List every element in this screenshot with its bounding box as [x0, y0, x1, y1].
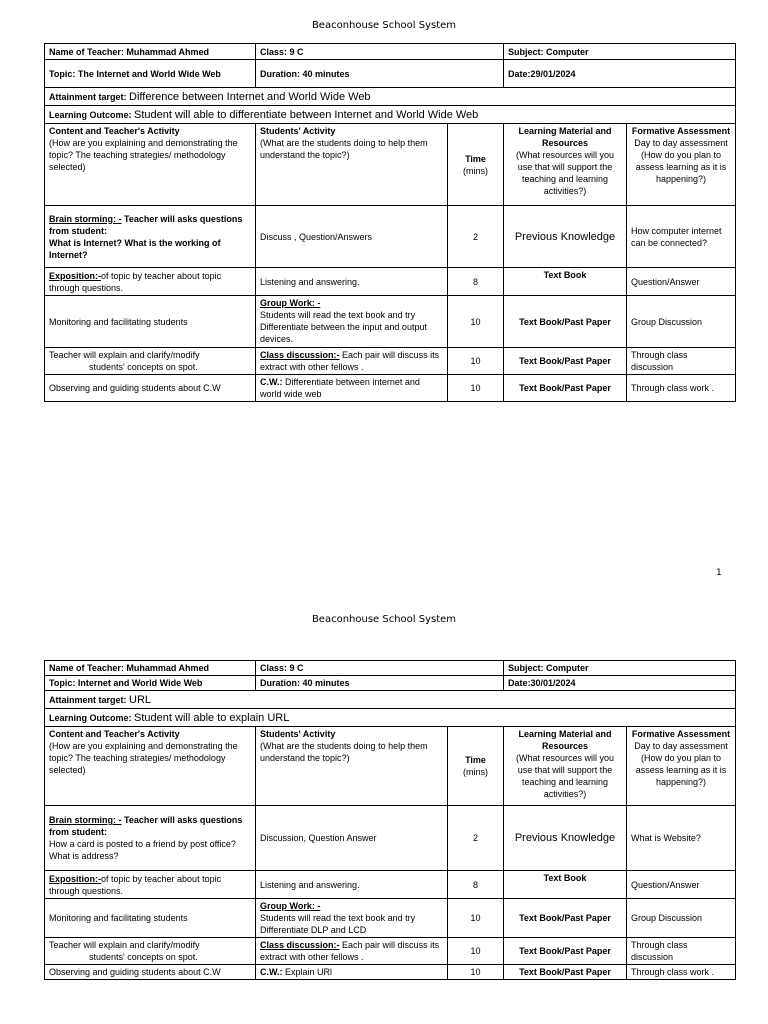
teacher-activity-cell: Brain storming: - Teacher will asks questions from student: How a card is posted to a friend by post office? What is address?	[45, 806, 256, 871]
school-header: Beaconhouse School System	[311, 614, 457, 625]
teacher-cell: Name of Teacher: Muhammad Ahmed	[45, 44, 256, 60]
time-cell: 10	[448, 965, 504, 980]
topic-row	[45, 60, 736, 88]
time-cell: 10	[448, 899, 504, 938]
formative-header: Formative Assessment Day to day assessment (How do you plan to assess learning as it is happening?)	[627, 124, 736, 206]
table-row	[45, 268, 736, 296]
material-header: Learning Material and Resources (What resources will you use that will support the teaching and learning activities?)	[504, 727, 627, 806]
page-number: 1	[716, 568, 722, 578]
topic-row	[45, 676, 736, 691]
teacher-activity-cell: Monitoring and facilitating students	[45, 899, 256, 938]
formative-header: Formative Assessment Day to day assessment (How do you plan to assess learning as it is happening?)	[627, 727, 736, 806]
content-header: Content and Teacher's Activity (How are you explaining and demonstrating the topic? The teaching strategies/ methodology selected)	[45, 727, 256, 806]
material-cell: Previous Knowledge	[504, 206, 627, 268]
formative-cell: Group Discussion	[627, 899, 736, 938]
attainment-row	[45, 691, 736, 709]
material-cell: Text Book/Past Paper	[504, 965, 627, 980]
student-activity-cell: Group Work: - Students will read the text book and try Differentiate DLP and LCD	[256, 899, 448, 938]
lesson-plan-table	[44, 660, 736, 980]
student-activity-cell: Class discussion:- Each pair will discuss its extract with other fellows .	[256, 348, 448, 375]
teacher-activity-cell: Teacher will explain and clarify/modify students' concepts on spot.	[45, 938, 256, 965]
class-cell: Class: 9 C	[256, 661, 504, 676]
attainment-cell: Attainment target: Difference between Internet and World Wide Web	[45, 88, 736, 106]
class-cell: Class: 9 C	[256, 44, 504, 60]
date-cell: Date:29/01/2024	[504, 60, 736, 88]
teacher-activity-cell: Exposition:-of topic by teacher about topic through questions.	[45, 268, 256, 296]
table-row	[45, 871, 736, 899]
time-cell: 10	[448, 375, 504, 402]
table-row	[45, 899, 736, 938]
formative-cell: What is Website?	[627, 806, 736, 871]
table-row	[45, 206, 736, 268]
table-row	[45, 806, 736, 871]
column-header-row	[45, 727, 736, 806]
time-header: Time (mins)	[448, 124, 504, 206]
formative-cell: Through class work .	[627, 375, 736, 402]
student-activity-cell: C.W.: Explain URl	[256, 965, 448, 980]
formative-cell: Question/Answer	[627, 268, 736, 296]
time-cell: 2	[448, 206, 504, 268]
formative-cell: Group Discussion	[627, 296, 736, 348]
teacher-activity-cell: Teacher will explain and clarify/modify students' concepts on spot.	[45, 348, 256, 375]
attainment-row	[45, 88, 736, 106]
subject-cell: Subject: Computer	[504, 44, 736, 60]
content-header: Content and Teacher's Activity (How are you explaining and demonstrating the topic? The teaching strategies/ methodology selected)	[45, 124, 256, 206]
student-activity-cell: Discuss , Question/Answers	[256, 206, 448, 268]
teacher-row	[45, 661, 736, 676]
material-cell: Text Book/Past Paper	[504, 375, 627, 402]
formative-cell: How computer internet can be connected?	[627, 206, 736, 268]
time-cell: 8	[448, 871, 504, 899]
teacher-activity-cell: Observing and guiding students about C.W	[45, 965, 256, 980]
time-cell: 2	[448, 806, 504, 871]
teacher-activity-cell: Brain storming: - Teacher will asks questions from student: What is Internet? What is the working of Internet?	[45, 206, 256, 268]
outcome-row	[45, 709, 736, 727]
material-cell: Previous Knowledge	[504, 806, 627, 871]
topic-cell: Topic: The Internet and World Wide Web	[45, 60, 256, 88]
student-activity-cell: Group Work: - Students will read the text book and try Differentiate between the input and output devices.	[256, 296, 448, 348]
material-cell: Text Book	[504, 871, 627, 899]
material-cell: Text Book/Past Paper	[504, 938, 627, 965]
date-cell: Date:30/01/2024	[504, 676, 736, 691]
time-cell: 10	[448, 296, 504, 348]
material-cell: Text Book/Past Paper	[504, 348, 627, 375]
time-header: Time (mins)	[448, 727, 504, 806]
time-cell: 10	[448, 348, 504, 375]
subject-cell: Subject: Computer	[504, 661, 736, 676]
table-row	[45, 965, 736, 980]
formative-cell: Question/Answer	[627, 871, 736, 899]
duration-cell: Duration: 40 minutes	[256, 676, 504, 691]
outcome-cell: Learning Outcome: Student will able to explain URL	[45, 709, 736, 727]
formative-cell: Through class discussion	[627, 938, 736, 965]
table-row	[45, 348, 736, 375]
student-activity-cell: Listening and answering.	[256, 871, 448, 899]
student-activity-cell: C.W.: Differentiate between internet and world wide web	[256, 375, 448, 402]
student-activity-cell: Class discussion:- Each pair will discuss its extract with other fellows .	[256, 938, 448, 965]
formative-cell: Through class discussion	[627, 348, 736, 375]
school-header: Beaconhouse School System	[311, 20, 457, 31]
table-row	[45, 296, 736, 348]
outcome-row	[45, 106, 736, 124]
topic-cell: Topic: Internet and World Wide Web	[45, 676, 256, 691]
time-cell: 8	[448, 268, 504, 296]
student-activity-cell: Listening and answering.	[256, 268, 448, 296]
table-row	[45, 375, 736, 402]
teacher-activity-cell: Exposition:-of topic by teacher about topic through questions.	[45, 871, 256, 899]
teacher-activity-cell: Observing and guiding students about C.W	[45, 375, 256, 402]
table-row	[45, 938, 736, 965]
material-cell: Text Book	[504, 268, 627, 296]
time-cell: 10	[448, 938, 504, 965]
outcome-cell: Learning Outcome: Student will able to differentiate between Internet and World Wide Web	[45, 106, 736, 124]
teacher-activity-cell: Monitoring and facilitating students	[45, 296, 256, 348]
duration-cell: Duration: 40 minutes	[256, 60, 504, 88]
students-header: Students' Activity (What are the students doing to help them understand the topic?)	[256, 124, 448, 206]
material-cell: Text Book/Past Paper	[504, 899, 627, 938]
teacher-row	[45, 44, 736, 60]
column-header-row	[45, 124, 736, 206]
students-header: Students' Activity (What are the students doing to help them understand the topic?)	[256, 727, 448, 806]
material-header: Learning Material and Resources (What resources will you use that will support the teaching and learning activities?)	[504, 124, 627, 206]
teacher-cell: Name of Teacher: Muhammad Ahmed	[45, 661, 256, 676]
student-activity-cell: Discussion, Question Answer	[256, 806, 448, 871]
formative-cell: Through class work .	[627, 965, 736, 980]
material-cell: Text Book/Past Paper	[504, 296, 627, 348]
attainment-cell: Attainment target: URL	[45, 691, 736, 709]
lesson-plan-table	[44, 43, 736, 402]
